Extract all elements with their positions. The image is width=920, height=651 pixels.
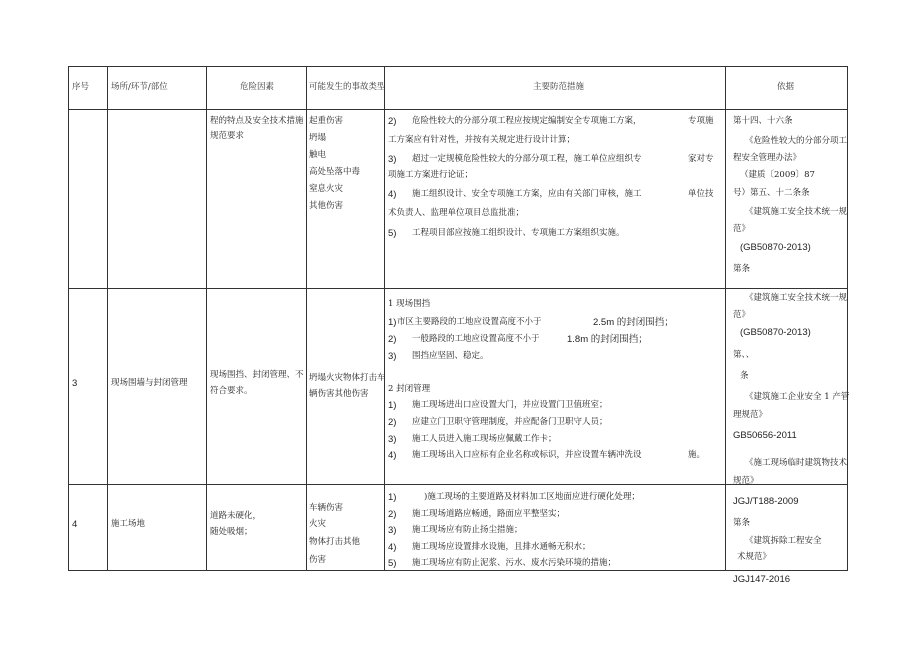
row2-measure-text: 施工人员进入施工现场应佩戴工作卡； xyxy=(412,434,557,444)
row2-measure-num: 2) xyxy=(388,417,397,428)
row2-measure-value: 1.8m 的封闭围挡； xyxy=(567,334,648,345)
row1-measure-num: 5) xyxy=(388,228,397,239)
row1-hazard-line: 规范要求 xyxy=(210,131,245,141)
row3-measure-num: 1) xyxy=(388,492,397,503)
table-border-top xyxy=(68,66,848,67)
col-divider-3 xyxy=(306,66,307,571)
row1-basis-line: 程安全管理办法》 xyxy=(733,153,802,163)
row1-measure-text: 超过一定规模危险性较大的分部分项工程，施工单位应组织专 xyxy=(412,154,642,164)
row1-measure-text: 施工组织设计、安全专项施工方案，应由有关部门审核，施工 xyxy=(412,189,642,199)
row2-measure-num: 3) xyxy=(388,434,397,445)
row1-measure-tail: 家对专 xyxy=(688,154,714,164)
row1-measure-text: 工方案应有针对性，并按有关规定进行设计计算； xyxy=(388,135,576,145)
row1-hazard-line: 程的特点及安全技术措施 xyxy=(210,116,304,126)
table-border-left xyxy=(68,66,69,571)
row1-measure-text: 危险性较大的分部分项工程应按规定编制安全专项施工方案， xyxy=(412,116,642,126)
row2-accident-line: 坍塌火灾物体打击车 xyxy=(309,373,386,383)
row1-basis-line: （建质〔2009〕87 xyxy=(740,170,815,180)
row3-measure-text: 施工现场应设置排水设施，且排水通畅无积水； xyxy=(412,542,591,552)
row3-measure-text: 施工现场应有防止扬尘措施； xyxy=(412,525,523,535)
col-divider-4 xyxy=(384,66,385,571)
row1-accident-item: 窒息火灾 xyxy=(309,184,344,194)
row2-basis-line: 《施工现场临时建筑物技术 xyxy=(745,458,848,468)
row1-basis-line: 范》 xyxy=(733,224,751,234)
row2-basis-line: 《建筑施工企业安全 1 产管 xyxy=(745,392,850,402)
row2-basis-line: 第条 xyxy=(733,518,751,528)
row2-basis-line: 术规范》 xyxy=(737,552,772,562)
row2-basis-line: 理规范》 xyxy=(733,410,768,420)
row2-basis-line: 《建筑拆除工程安全 xyxy=(745,536,822,546)
row1-measure-tail: 单位技 xyxy=(688,189,714,199)
col-divider-5 xyxy=(725,66,726,571)
row2-seq: 3 xyxy=(72,378,78,389)
row2-hazard-line: 符合要求。 xyxy=(210,386,253,396)
row2-measure-text: 施工现场进出口应设置大门，并应设置门卫值班室； xyxy=(412,400,608,410)
row2-measure-text: 一般路段的工地应设置高度不小于 xyxy=(412,334,540,344)
header-seq: 序号 xyxy=(72,82,90,92)
row3-accident-item: 火灾 xyxy=(309,519,327,529)
row1-accident-item: 高处坠落中毒 xyxy=(309,167,361,177)
row3-hazard-line: 道路未硬化， xyxy=(210,511,262,521)
row1-basis-line: 《危险性较大的分部分项工 xyxy=(745,136,848,146)
table-border-row2-bottom xyxy=(68,484,848,485)
row2-measure-value: 2.5m 的封闭围挡； xyxy=(593,317,674,328)
row1-measure-num: 2) xyxy=(388,116,397,127)
row2-basis-line: JGJ/T188-2009 xyxy=(733,496,799,507)
row1-measure-text: 项施工方案进行论证； xyxy=(388,170,474,180)
row3-measure-text: 施工现场道路应畅通，路面应平整坚实； xyxy=(412,509,566,519)
row2-measure-num: 2) xyxy=(388,334,397,345)
row1-accident-item: 坍塌 xyxy=(309,133,327,143)
row1-basis-line: 第十四、十六条 xyxy=(733,116,793,126)
row2-basis-line: 条 xyxy=(740,371,749,381)
row1-measure-num: 4) xyxy=(388,189,397,200)
row2-basis-line: 第、、 xyxy=(733,350,755,360)
row1-basis-line: (GB50870-2013) xyxy=(740,242,811,253)
row2-hazard-line: 现场围挡、封闭管理、不 xyxy=(210,370,304,380)
row1-basis-line: 《建筑施工安全技术统一规 xyxy=(745,207,848,217)
row3-accident-item: 车辆伤害 xyxy=(309,503,344,513)
table-border-header-bottom xyxy=(68,109,848,110)
row3-measure-num: 4) xyxy=(388,542,397,553)
row3-measure-num: 2) xyxy=(388,509,397,520)
row3-accident-item: 伤害 xyxy=(309,555,327,565)
row1-measure-tail: 专项施 xyxy=(688,116,714,126)
header-hazard: 危险因素 xyxy=(240,82,275,92)
row2-measure-num: 4) xyxy=(388,450,397,461)
row1-measure-num: 3) xyxy=(388,154,397,165)
row2-basis-line: (GB50870-2013) xyxy=(740,327,811,338)
header-place: 场所/环节/部位 xyxy=(111,82,168,92)
footer-standard-code: JGJ147-2016 xyxy=(733,574,791,585)
row2-accident-line: 辆伤害其他伤害 xyxy=(309,389,369,399)
row2-measure-text: 应建立门卫职守管理制度，并应配备门卫职守人员； xyxy=(412,417,608,427)
row1-basis-line: 第条 xyxy=(733,264,751,274)
row2-basis-line: 规范》 xyxy=(733,476,759,486)
row3-place: 施工场地 xyxy=(111,519,146,529)
row2-basis-line: 范》 xyxy=(733,310,751,320)
row1-measure-text: 工程项目部应按施工组织设计、专项施工方案组织实施。 xyxy=(412,228,625,238)
row1-accident-item: 起重伤害 xyxy=(309,116,344,126)
header-accident: 可能发生的事故类型 xyxy=(309,82,386,92)
row3-measure-text: 施工现场应有防止泥浆、污水、废水污染环境的措施； xyxy=(412,558,617,568)
row1-basis-line: 号）第五、十二条条 xyxy=(733,188,810,198)
row2-measure-title: 2 封闭管理 xyxy=(388,384,431,394)
row3-measure-num: 3) xyxy=(388,525,397,536)
row3-hazard-line: 随处吸烟； xyxy=(210,527,253,537)
row2-measure-text: 市区主要路段的工地应设置高度不小于 xyxy=(397,317,542,327)
row2-measure-num: 1) xyxy=(388,400,397,411)
row2-measure-title: 1 现场围挡 xyxy=(388,299,431,309)
row3-measure-text: )施工现场的主要道路及材料加工区地面应进行硬化处理； xyxy=(424,492,640,502)
table-border-right xyxy=(847,66,848,571)
row1-measure-text: 术负责人、监理单位项目总监批准； xyxy=(388,208,525,218)
row1-accident-item: 触电 xyxy=(309,150,327,160)
row2-measure-text: 围挡应坚固、稳定。 xyxy=(412,351,489,361)
row2-measure-tail: 施。 xyxy=(688,450,706,460)
col-divider-1 xyxy=(107,66,108,571)
row2-measure-num: 3) xyxy=(388,351,397,362)
row1-accident-item: 其他伤害 xyxy=(309,201,344,211)
table-border-bottom xyxy=(68,570,848,571)
row3-measure-num: 5) xyxy=(388,558,397,569)
row2-place: 现场围墙与封闭管理 xyxy=(111,378,188,388)
col-divider-2 xyxy=(206,66,207,571)
row2-measure-num: 1) xyxy=(388,317,397,328)
row2-measure-text: 施工现场出入口应标有企业名称或标识，并应设置车辆冲洗设 xyxy=(412,450,642,460)
header-measures: 主要防范措施 xyxy=(533,82,585,92)
row3-seq: 4 xyxy=(72,519,78,530)
row2-basis-line: GB50656-2011 xyxy=(733,430,797,441)
row3-accident-item: 物体打击其他 xyxy=(309,537,361,547)
header-basis: 依据 xyxy=(777,82,795,92)
table-border-row1-bottom xyxy=(68,288,848,289)
row2-basis-line: 《建筑施工安全技术统一规 xyxy=(745,293,848,303)
